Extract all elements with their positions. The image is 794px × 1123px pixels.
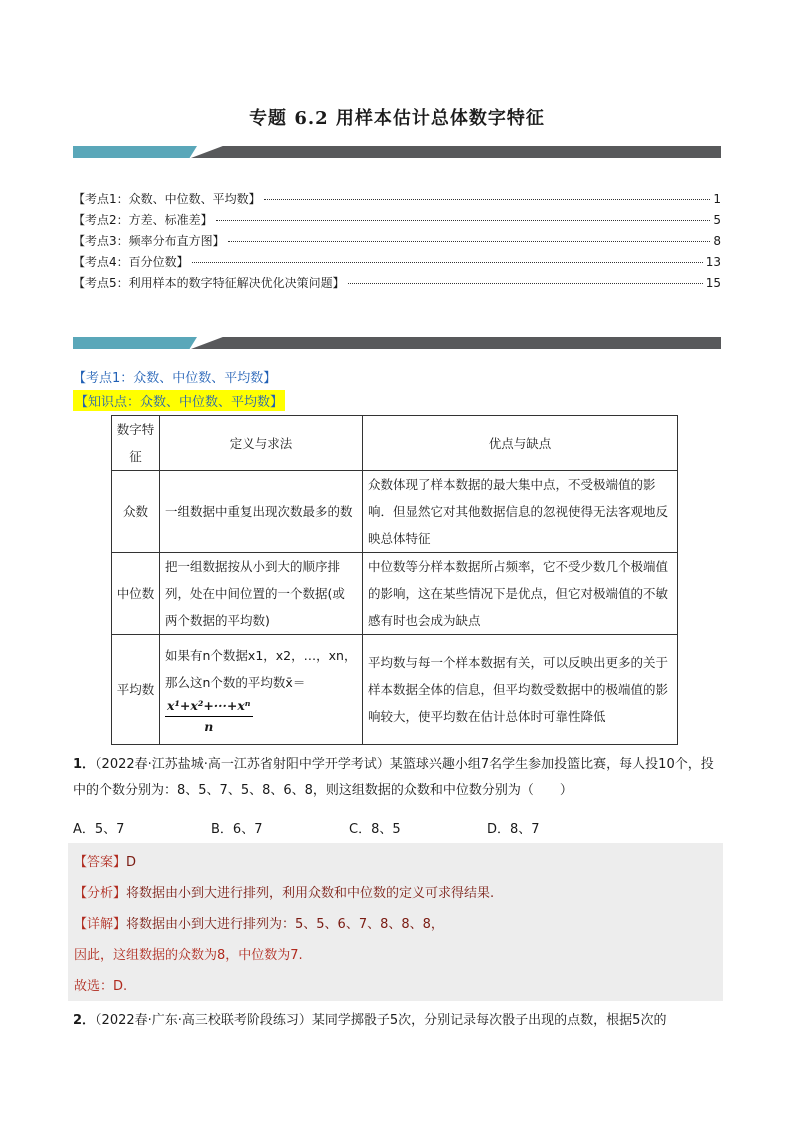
conclusion-line: 因此，这组数据的众数为8，中位数为7. [74,948,303,963]
toc-item[interactable]: 【考点1：众数、中位数、平均数】 1 [73,192,721,206]
row-definition: 一组数据中重复出现次数最多的数 [160,471,363,553]
section-heading: 【考点1：众数、中位数、平均数】 [73,371,277,386]
option-b[interactable]: B．6、7 [211,822,263,837]
question-number: 2． [73,1013,96,1028]
row-name: 众数 [112,471,160,553]
row-name: 中位数 [112,553,160,635]
toc-item[interactable]: 【考点4：百分位数】 13 [73,255,721,269]
row-definition: 把一组数据按从小到大的顺序排列，处在中间位置的一个数据(或两个数据的平均数) [160,553,363,635]
row-definition [160,635,363,745]
answer-block [68,843,723,1001]
option-c[interactable]: C．8、5 [349,822,401,837]
question-source: （2022春·广东·高三校联考阶段练习） [95,1013,312,1028]
knowledge-table [111,415,678,745]
analysis-line: 【分析】将数据由小到大进行排列，利用众数和中位数的定义可求得结果. [74,886,495,901]
row-pros-cons: 中位数等分样本数据所占频率，它不受少数几个极端值的影响，这在某些情况下是优点，但它对极端值的不敏感有时也会成为缺点 [363,553,678,635]
mean-formula [165,696,253,737]
answer-line: 【答案】D [74,855,137,870]
page-title: 专题 6.2 用样本估计总体数字特征 [249,108,545,129]
toc-item[interactable]: 【考点2：方差、标准差】 5 [73,213,721,227]
question-number: 1． [73,757,96,772]
knowledge-heading: 【知识点：众数、中位数、平均数】 [73,390,285,411]
detail-line: 【详解】将数据由小到大进行排列为：5、5、6、7、8、8、8， [74,917,444,932]
toc-item[interactable]: 【考点3：频率分布直方图】 8 [73,234,721,248]
question-2 [73,1008,723,1034]
mean-definition-text: 如果有n个数据x1，x2，…，xn，那么这n个数的平均数x̄＝ [165,648,357,690]
choice-line: 故选：D. [74,979,128,994]
band-bar [191,337,721,349]
formula-denominator: n [204,719,214,734]
table-header-cell: 定义与求法 [160,416,363,471]
row-name: 平均数 [112,635,160,745]
table-header-cell: 优点与缺点 [363,416,678,471]
row-pros-cons: 平均数与每一个样本数据有关，可以反映出更多的关于样本数据全体的信息，但平均数受数据中的极端值的影响较大，使平均数在估计总体时可靠性降低 [363,635,678,745]
table-row [112,553,678,635]
toc-item[interactable]: 【考点5：利用样本的数字特征解决优化决策问题】 15 [73,276,721,290]
title-divider-band [73,146,721,158]
band-bar [191,146,721,158]
table-header-cell: 数字特征 [112,416,160,471]
formula-numerator: x¹+x²+···+xⁿ [165,696,253,717]
section-divider-band [73,337,721,349]
table-row [112,635,678,745]
band-accent [73,337,197,349]
question-1 [73,752,723,804]
question-source: （2022春·江苏盐城·高一江苏省射阳中学开学考试） [95,757,390,772]
band-accent [73,146,197,158]
row-pros-cons: 众数体现了样本数据的最大集中点，不受极端值的影响．但显然它对其他数据信息的忽视使得无法客观地反映总体特征 [363,471,678,553]
option-a[interactable]: A．5、7 [73,822,125,837]
question-text: 某同学掷骰子5次，分别记录每次骰子出现的点数，根据5次的 [311,1013,667,1028]
table-of-contents [73,190,721,295]
option-d[interactable]: D．8、7 [487,822,540,837]
table-header-row [112,416,678,471]
question-text: 某篮球兴趣小组7名学生参加投篮比赛，每人投10个，投中的个数分别为：8、5、7、5、8、6、8，则这组数据的众数和中位数分别为（ ） [73,757,714,798]
table-row [112,471,678,553]
